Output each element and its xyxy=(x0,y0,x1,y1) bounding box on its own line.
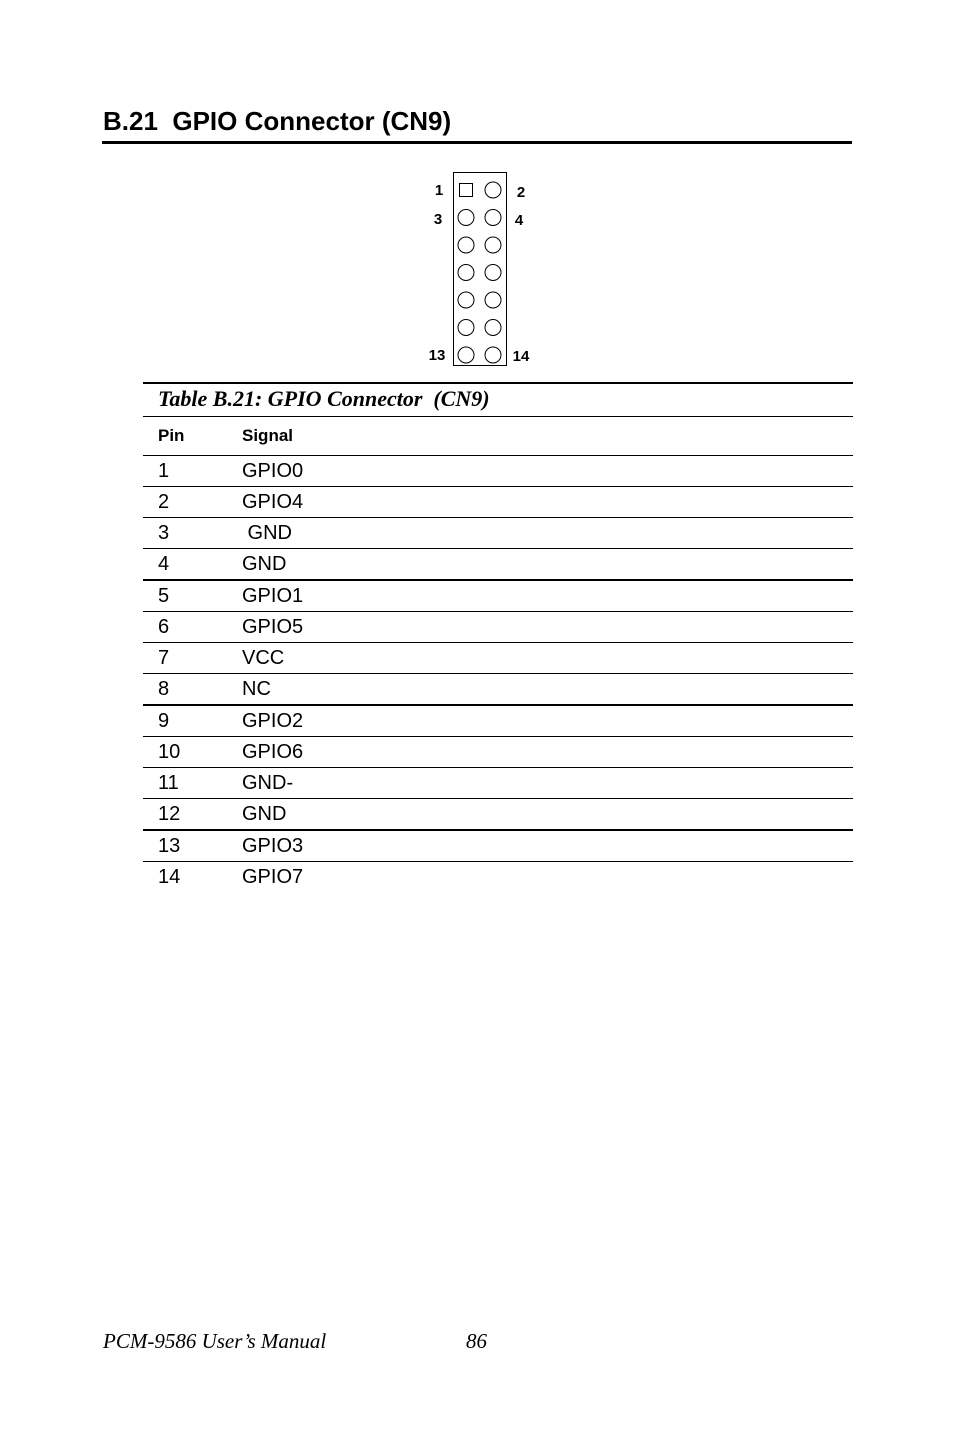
pin-number-cell: 13 xyxy=(143,830,242,862)
table-row xyxy=(143,487,853,518)
pin-number-cell: 2 xyxy=(143,487,242,518)
signal-cell: VCC xyxy=(242,643,853,674)
table-row xyxy=(143,705,853,737)
table-row xyxy=(143,737,853,768)
pin-14-circle xyxy=(485,347,501,363)
pin-circles xyxy=(458,182,501,363)
header-signal: Signal xyxy=(242,417,853,456)
pin-5-circle xyxy=(458,237,474,253)
table-row xyxy=(143,518,853,549)
pin-number-cell: 8 xyxy=(143,674,242,706)
pin-label-4: 4 xyxy=(514,212,524,229)
pin-label-3: 3 xyxy=(433,211,443,228)
pin-3-circle xyxy=(458,210,474,226)
pin-label-2: 2 xyxy=(516,184,526,201)
footer-manual-title: PCM-9586 User’s Manual xyxy=(103,1329,327,1353)
connector-outline xyxy=(454,173,507,366)
table-row xyxy=(143,612,853,643)
pin-6-circle xyxy=(485,237,501,253)
signal-cell: GPIO5 xyxy=(242,612,853,643)
table-row xyxy=(143,768,853,799)
table-row xyxy=(143,643,853,674)
pin-7-circle xyxy=(458,265,474,281)
pin-number-cell: 6 xyxy=(143,612,242,643)
signal-cell: GND xyxy=(242,799,853,831)
pin-8-circle xyxy=(485,265,501,281)
signal-cell: GPIO0 xyxy=(242,456,853,487)
signal-cell: GND- xyxy=(242,768,853,799)
signal-cell: GPIO7 xyxy=(242,865,304,888)
pin-number-cell: 14 xyxy=(158,865,181,888)
signal-cell: GPIO6 xyxy=(242,737,853,768)
pin-9-circle xyxy=(458,292,474,308)
pin-11-circle xyxy=(458,320,474,336)
table-row xyxy=(143,549,853,581)
pin-13-circle xyxy=(458,347,474,363)
pin-4-circle xyxy=(485,210,501,226)
section-heading: B.21 GPIO Connector (CN9) xyxy=(103,106,452,136)
pin-2-circle xyxy=(485,182,501,198)
pin-10-circle xyxy=(485,292,501,308)
pin-number-cell: 3 xyxy=(143,518,242,549)
table-row xyxy=(143,674,853,706)
connector-diagram xyxy=(420,170,550,370)
signal-cell: NC xyxy=(242,674,853,706)
table-caption: Table B.21: GPIO Connector (CN9) xyxy=(158,386,490,411)
signal-cell: GPIO4 xyxy=(242,487,853,518)
signal-cell: GPIO1 xyxy=(242,580,853,612)
table-row xyxy=(143,799,853,831)
pin-1-square xyxy=(460,184,473,197)
signal-cell: GPIO2 xyxy=(242,705,853,737)
signal-cell: GPIO3 xyxy=(242,830,853,862)
pin-label-1: 1 xyxy=(434,182,444,199)
pin-label-14: 14 xyxy=(512,348,530,365)
pin-number-cell: 7 xyxy=(143,643,242,674)
pin-number-cell: 12 xyxy=(143,799,242,831)
pin-12-circle xyxy=(485,320,501,336)
pin-number-cell: 10 xyxy=(143,737,242,768)
pin-rows xyxy=(143,456,853,893)
pin-number-cell: 1 xyxy=(143,456,242,487)
pin-table xyxy=(143,416,853,892)
footer-page-number: 86 xyxy=(466,1329,487,1353)
header-pin: Pin xyxy=(143,417,242,456)
heading-rule xyxy=(102,141,852,144)
signal-cell: GND xyxy=(242,549,853,581)
pin-number-cell: 11 xyxy=(143,768,242,799)
table-row xyxy=(143,862,853,893)
table-row xyxy=(143,580,853,612)
pin-number-cell: 5 xyxy=(143,580,242,612)
signal-cell: GND xyxy=(242,518,853,549)
pin-label-13: 13 xyxy=(428,347,446,364)
pin-number-cell: 9 xyxy=(143,705,242,737)
table-row xyxy=(143,456,853,487)
table-header-row xyxy=(143,417,853,456)
table-row xyxy=(143,830,853,862)
pin-number-cell: 4 xyxy=(143,549,242,581)
